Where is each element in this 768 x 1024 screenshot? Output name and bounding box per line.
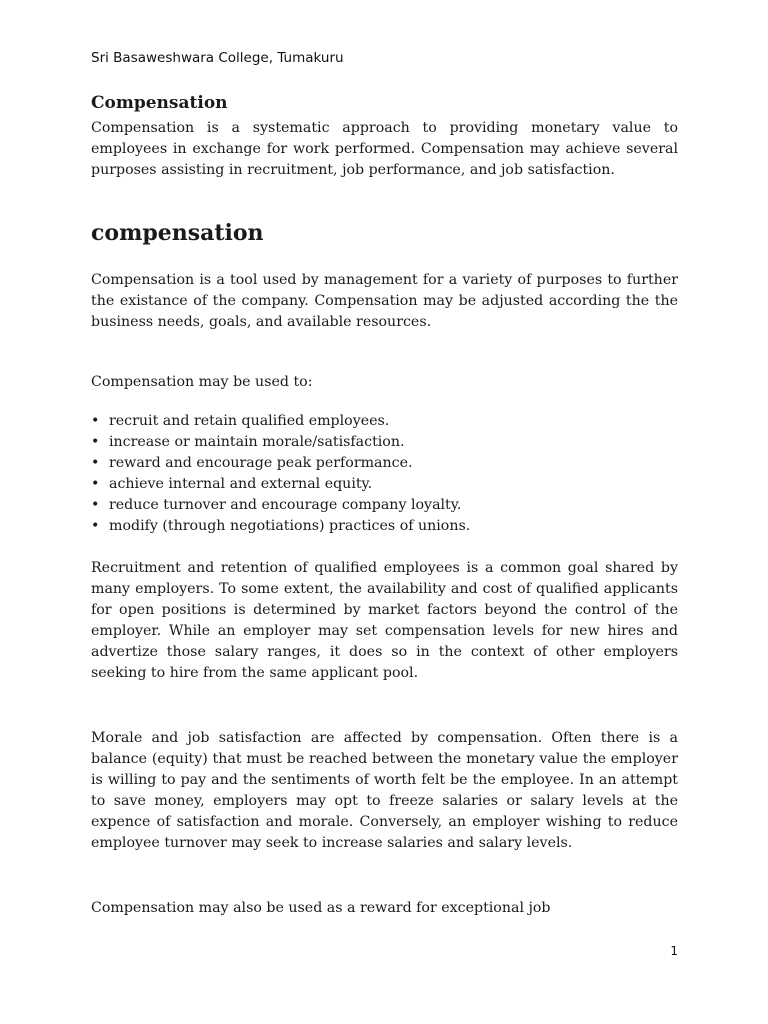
purpose-list: [91, 411, 470, 537]
bullet-icon: •: [91, 518, 100, 534]
bullet-icon: •: [91, 434, 100, 450]
list-item: • reward and encourage peak performance.: [91, 453, 470, 474]
bullet-icon: •: [91, 413, 100, 429]
bullet-icon: •: [91, 476, 100, 492]
list-item: • reduce turnover and encourage company loyalty.: [91, 495, 470, 516]
reward-paragraph: Compensation may also be used as a reward for exceptional job: [91, 900, 551, 916]
bullet-icon: •: [91, 497, 100, 513]
intro-paragraph: Compensation is a systematic approach to providing monetary value to employees in exchange for work performed. Compensation may achieve several purposes assisting in recruitment, job performance, and job satisfaction.: [91, 120, 678, 178]
section-heading-lowercase-compensation: compensation: [91, 220, 264, 246]
list-intro: Compensation may be used to:: [91, 374, 313, 390]
recruitment-paragraph: Recruitment and retention of qualified employees is a common goal shared by many employers. To some extent, the availability and cost of qualified applicants for open positions is determined by market factors beyond the control of the employer. While an employer may set compensation levels for new hires and advertize those salary ranges, it does so in the context of other employers seeking to hire from the same applicant pool.: [91, 560, 678, 681]
list-item: • recruit and retain qualified employees.: [91, 411, 470, 432]
page-number: 1: [670, 944, 678, 958]
bullet-icon: •: [91, 455, 100, 471]
list-item: • increase or maintain morale/satisfaction.: [91, 432, 470, 453]
list-item: • modify (through negotiations) practices of unions.: [91, 516, 470, 537]
section-heading-compensation: Compensation: [91, 93, 228, 113]
college-header: Sri Basaweshwara College, Tumakuru: [91, 50, 344, 66]
tool-paragraph: Compensation is a tool used by management for a variety of purposes to further the existance of the company. Compensation may be adjusted according the the business needs, goals, and available resources.: [91, 272, 678, 330]
list-item: • achieve internal and external equity.: [91, 474, 470, 495]
morale-paragraph: Morale and job satisfaction are affected by compensation. Often there is a balance (equity) that must be reached between the monetary value the employer is willing to pay and the sentiments of worth felt be the employee. In an attempt to save money, employers may opt to freeze salaries or salary levels at the expence of satisfaction and morale. Conversely, an employer wishing to reduce employee turnover may seek to increase salaries and salary levels.: [91, 730, 678, 851]
